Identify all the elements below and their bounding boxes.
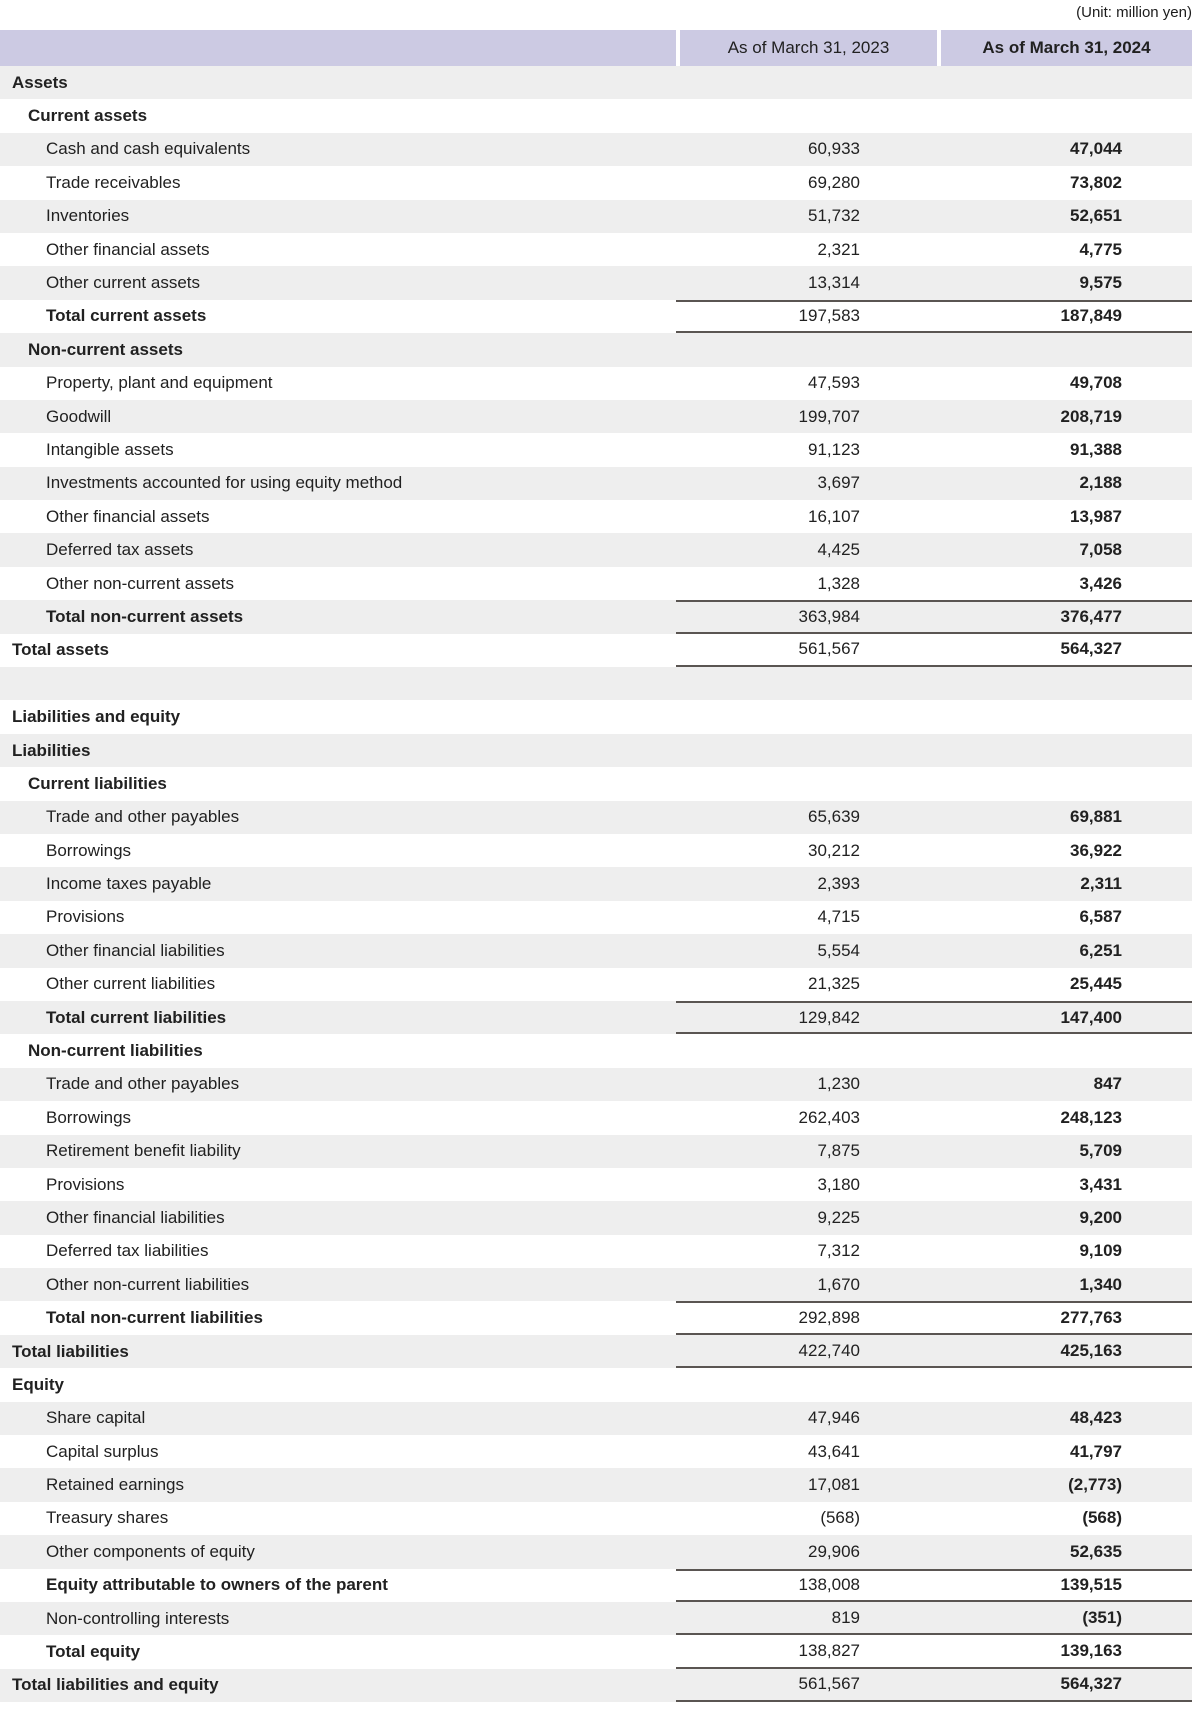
row-label: Total assets (12, 640, 110, 660)
row-values (676, 968, 1192, 1001)
table-row (0, 1101, 1192, 1134)
table-row (0, 533, 1192, 566)
table-row (0, 867, 1192, 900)
value-2024: 36,922 (1070, 840, 1122, 860)
row-values (676, 1402, 1192, 1435)
value-2023: 9,225 (817, 1207, 860, 1227)
row-label: Current liabilities (28, 773, 167, 793)
row-values (676, 1368, 1192, 1401)
value-2023: 561,567 (798, 639, 860, 659)
row-label: Equity attributable to owners of the parent (46, 1575, 388, 1595)
value-2024: 208,719 (1060, 406, 1122, 426)
row-label: Deferred tax liabilities (46, 1241, 209, 1261)
table-row (0, 934, 1192, 967)
row-values (676, 1602, 1192, 1635)
value-2024: 49,708 (1070, 373, 1122, 393)
row-label: Investments accounted for using equity method (46, 473, 403, 493)
table-row (0, 1569, 1192, 1602)
value-2024: 187,849 (1060, 306, 1122, 326)
value-2024: 41,797 (1070, 1441, 1122, 1461)
value-2023: 4,715 (817, 907, 860, 927)
value-2024: 25,445 (1070, 974, 1122, 994)
row-label: Non-controlling interests (46, 1608, 230, 1628)
value-2024 (941, 700, 1192, 733)
row-label: Income taxes payable (46, 874, 212, 894)
value-2023: 7,312 (817, 1241, 860, 1261)
value-2023: 4,425 (817, 540, 860, 560)
row-values (676, 867, 1192, 900)
value-2023: 91,123 (808, 439, 860, 459)
table-body (0, 66, 1192, 1702)
row-label: Provisions (46, 1174, 125, 1194)
table-row (0, 1535, 1192, 1568)
row-values (676, 99, 1192, 132)
row-label: Equity (12, 1374, 64, 1394)
row-values (676, 233, 1192, 266)
row-values (676, 1468, 1192, 1501)
table-row (0, 266, 1192, 299)
table-row (0, 968, 1192, 1001)
value-2023: 7,875 (817, 1141, 860, 1161)
value-2024: 248,123 (1060, 1107, 1122, 1127)
row-values (676, 1669, 1192, 1702)
row-label: Other financial liabilities (46, 1207, 225, 1227)
row-label: Cash and cash equivalents (46, 139, 251, 159)
row-label: Assets (12, 72, 68, 92)
row-label: Borrowings (46, 1107, 132, 1127)
table-row (0, 1001, 1192, 1034)
row-label: Other financial liabilities (46, 940, 225, 960)
table-row (0, 1201, 1192, 1234)
row-values (676, 367, 1192, 400)
row-values (676, 66, 1192, 99)
table-row (0, 1402, 1192, 1435)
value-2023: 1,670 (817, 1274, 860, 1294)
row-label: Total non-current liabilities (46, 1308, 263, 1328)
value-2023: (568) (820, 1508, 860, 1528)
row-values (676, 533, 1192, 566)
table-row (0, 1335, 1192, 1368)
value-2023: 422,740 (798, 1340, 860, 1360)
value-2024: (351) (1082, 1607, 1122, 1627)
value-2024: 147,400 (1060, 1007, 1122, 1027)
spacer-row (0, 667, 1192, 700)
row-label: Total equity (46, 1642, 141, 1662)
row-values (676, 1335, 1192, 1368)
value-2024: 3,431 (1079, 1174, 1122, 1194)
value-2024: 13,987 (1070, 506, 1122, 526)
row-values (676, 133, 1192, 166)
row-values (676, 1535, 1192, 1568)
table-row (0, 1502, 1192, 1535)
row-values (676, 266, 1192, 299)
row-values (676, 1068, 1192, 1101)
value-2024: 9,109 (1079, 1241, 1122, 1261)
value-2023: 138,827 (798, 1641, 860, 1661)
value-2023: 363,984 (798, 606, 860, 626)
row-values (676, 1301, 1192, 1334)
value-2023: 47,946 (808, 1408, 860, 1428)
row-values (676, 700, 1192, 733)
table-row (0, 834, 1192, 867)
row-values (676, 1101, 1192, 1134)
row-label: Other financial assets (46, 239, 210, 259)
row-values (676, 1502, 1192, 1535)
row-values (676, 600, 1192, 633)
row-values (676, 200, 1192, 233)
row-label: Liabilities and equity (12, 707, 181, 727)
value-2024: 48,423 (1070, 1408, 1122, 1428)
value-2024: 2,311 (1080, 874, 1122, 894)
value-2023: 69,280 (808, 172, 860, 192)
table-row (0, 1034, 1192, 1067)
value-2023: 47,593 (808, 373, 860, 393)
value-2024: 5,709 (1079, 1141, 1122, 1161)
value-2024: 4,775 (1079, 239, 1122, 259)
row-values (676, 567, 1192, 600)
table-row (0, 200, 1192, 233)
value-2023: 65,639 (808, 807, 860, 827)
value-2024 (941, 667, 1192, 700)
value-2023: 51,732 (808, 206, 860, 226)
row-values (676, 1635, 1192, 1668)
table-row (0, 767, 1192, 800)
value-2023 (676, 667, 941, 700)
row-values (676, 1034, 1192, 1067)
value-2024: 139,163 (1060, 1641, 1122, 1661)
row-values (676, 1268, 1192, 1301)
table-row (0, 1368, 1192, 1401)
value-2024: 847 (1093, 1074, 1122, 1094)
table-row (0, 367, 1192, 400)
value-2024 (941, 333, 1192, 366)
value-2024 (941, 767, 1192, 800)
value-2023: 43,641 (808, 1441, 860, 1461)
value-2024: 73,802 (1070, 172, 1122, 192)
value-2023 (676, 333, 941, 366)
value-2023: 292,898 (798, 1308, 860, 1328)
row-values (676, 801, 1192, 834)
value-2024: (2,773) (1068, 1475, 1122, 1495)
value-2024 (941, 1368, 1192, 1401)
row-values (676, 767, 1192, 800)
row-label: Trade and other payables (46, 807, 240, 827)
value-2023 (676, 66, 941, 99)
row-label: Other non-current liabilities (46, 1274, 250, 1294)
table-row (0, 1068, 1192, 1101)
table-row (0, 300, 1192, 333)
row-label: Share capital (46, 1408, 146, 1428)
row-label: Other components of equity (46, 1541, 255, 1561)
value-2024: 564,327 (1060, 639, 1122, 659)
table-header-row (0, 30, 1192, 66)
value-2023: 16,107 (808, 506, 860, 526)
value-2023 (676, 767, 941, 800)
value-2024: 9,575 (1079, 273, 1122, 293)
row-values (676, 1235, 1192, 1268)
value-2023: 2,321 (817, 239, 860, 259)
row-label: Borrowings (46, 840, 132, 860)
table-row (0, 166, 1192, 199)
table-row (0, 1135, 1192, 1168)
value-2024: 91,388 (1070, 439, 1122, 459)
value-2023 (676, 734, 941, 767)
row-label: Current assets (28, 106, 148, 126)
table-row (0, 1602, 1192, 1635)
row-values (676, 1001, 1192, 1034)
value-2024: 6,251 (1079, 940, 1122, 960)
row-values (676, 1135, 1192, 1168)
value-2023: 60,933 (808, 139, 860, 159)
table-row (0, 133, 1192, 166)
value-2023: 262,403 (798, 1107, 860, 1127)
row-label: Other current assets (46, 273, 201, 293)
value-2023: 13,314 (808, 273, 860, 293)
value-2023: 1,328 (817, 573, 860, 593)
table-row (0, 99, 1192, 132)
value-2024: 47,044 (1070, 139, 1122, 159)
row-label: Property, plant and equipment (46, 373, 273, 393)
value-2023: 1,230 (817, 1074, 860, 1094)
table-row (0, 333, 1192, 366)
value-2024 (941, 99, 1192, 132)
row-label: Total current assets (46, 306, 207, 326)
row-label: Treasury shares (46, 1508, 169, 1528)
row-label: Retirement benefit liability (46, 1141, 241, 1161)
value-2024: 277,763 (1060, 1308, 1122, 1328)
row-label: Intangible assets (46, 439, 174, 459)
row-label: Total non-current assets (46, 606, 244, 626)
row-label: Goodwill (46, 406, 112, 426)
table-row (0, 400, 1192, 433)
table-row (0, 1669, 1192, 1702)
row-label: Deferred tax assets (46, 540, 194, 560)
row-label: Liabilities (12, 740, 91, 760)
value-2024: (568) (1082, 1508, 1122, 1528)
value-2024: 52,651 (1070, 206, 1122, 226)
value-2023: 3,697 (817, 473, 860, 493)
row-values (676, 634, 1192, 667)
row-values (676, 433, 1192, 466)
value-2023: 5,554 (817, 940, 860, 960)
row-values (676, 1435, 1192, 1468)
row-values (676, 901, 1192, 934)
row-values (676, 400, 1192, 433)
value-2024: 139,515 (1060, 1575, 1122, 1595)
row-values (676, 934, 1192, 967)
table-row (0, 700, 1192, 733)
value-2024: 425,163 (1060, 1340, 1122, 1360)
value-2024: 69,881 (1070, 807, 1122, 827)
value-2023: 21,325 (808, 974, 860, 994)
row-label: Trade and other payables (46, 1074, 240, 1094)
row-values (676, 166, 1192, 199)
value-2024: 6,587 (1079, 907, 1122, 927)
column-header-2023: As of March 31, 2023 (680, 30, 937, 66)
table-row (0, 467, 1192, 500)
table-row (0, 1468, 1192, 1501)
table-row (0, 901, 1192, 934)
value-2024: 52,635 (1070, 1541, 1122, 1561)
row-label: Inventories (46, 206, 130, 226)
table-row (0, 1635, 1192, 1668)
value-2024: 1,340 (1079, 1274, 1122, 1294)
table-row (0, 1301, 1192, 1334)
value-2024 (941, 1034, 1192, 1067)
table-row (0, 433, 1192, 466)
value-2024: 376,477 (1060, 606, 1122, 626)
table-row (0, 1235, 1192, 1268)
table-row (0, 500, 1192, 533)
row-values (676, 1201, 1192, 1234)
value-2023: 819 (831, 1607, 860, 1627)
table-row (0, 567, 1192, 600)
value-2024: 3,426 (1079, 573, 1122, 593)
table-row (0, 66, 1192, 99)
row-label: Capital surplus (46, 1441, 159, 1461)
header-label-cell (0, 30, 676, 66)
row-label: Other current liabilities (46, 974, 216, 994)
value-2023: 3,180 (817, 1174, 860, 1194)
row-label: Trade receivables (46, 172, 181, 192)
value-2024: 2,188 (1079, 473, 1122, 493)
row-label: Total current liabilities (46, 1007, 227, 1027)
row-values (676, 300, 1192, 333)
row-values (676, 333, 1192, 366)
row-label: Other financial assets (46, 506, 210, 526)
unit-note: (Unit: million yen) (1076, 4, 1192, 21)
table-row (0, 634, 1192, 667)
value-2024 (941, 66, 1192, 99)
row-values (676, 734, 1192, 767)
value-2023: 30,212 (808, 840, 860, 860)
value-2024: 564,327 (1060, 1674, 1122, 1694)
value-2023 (676, 700, 941, 733)
value-2023: 129,842 (798, 1007, 860, 1027)
row-label: Total liabilities and equity (12, 1675, 219, 1695)
value-2023 (676, 1368, 941, 1401)
row-label: Non-current assets (28, 339, 183, 359)
table-row (0, 1168, 1192, 1201)
row-values (676, 1168, 1192, 1201)
value-2023: 17,081 (808, 1475, 860, 1495)
column-header-2024: As of March 31, 2024 (941, 30, 1192, 66)
row-label: Total liabilities (12, 1341, 129, 1361)
value-2024: 9,200 (1079, 1207, 1122, 1227)
table-row (0, 1268, 1192, 1301)
value-2023: 197,583 (798, 306, 860, 326)
value-2023: 199,707 (798, 406, 860, 426)
row-label: Provisions (46, 907, 125, 927)
row-label: Other non-current assets (46, 573, 235, 593)
table-row (0, 734, 1192, 767)
value-2023: 29,906 (808, 1541, 860, 1561)
value-2023 (676, 1034, 941, 1067)
value-2024 (941, 734, 1192, 767)
row-label: Retained earnings (46, 1475, 184, 1495)
row-label: Non-current liabilities (28, 1041, 203, 1061)
row-values (676, 1569, 1192, 1602)
value-2024: 7,058 (1079, 540, 1122, 560)
value-2023: 2,393 (817, 874, 860, 894)
row-label (0, 667, 676, 700)
value-2023 (676, 99, 941, 132)
value-2023: 561,567 (798, 1674, 860, 1694)
table-row (0, 600, 1192, 633)
row-values (676, 467, 1192, 500)
table-row (0, 233, 1192, 266)
row-values (676, 667, 1192, 700)
value-2023: 138,008 (798, 1575, 860, 1595)
row-values (676, 834, 1192, 867)
row-values (676, 500, 1192, 533)
table-row (0, 801, 1192, 834)
table-row (0, 1435, 1192, 1468)
